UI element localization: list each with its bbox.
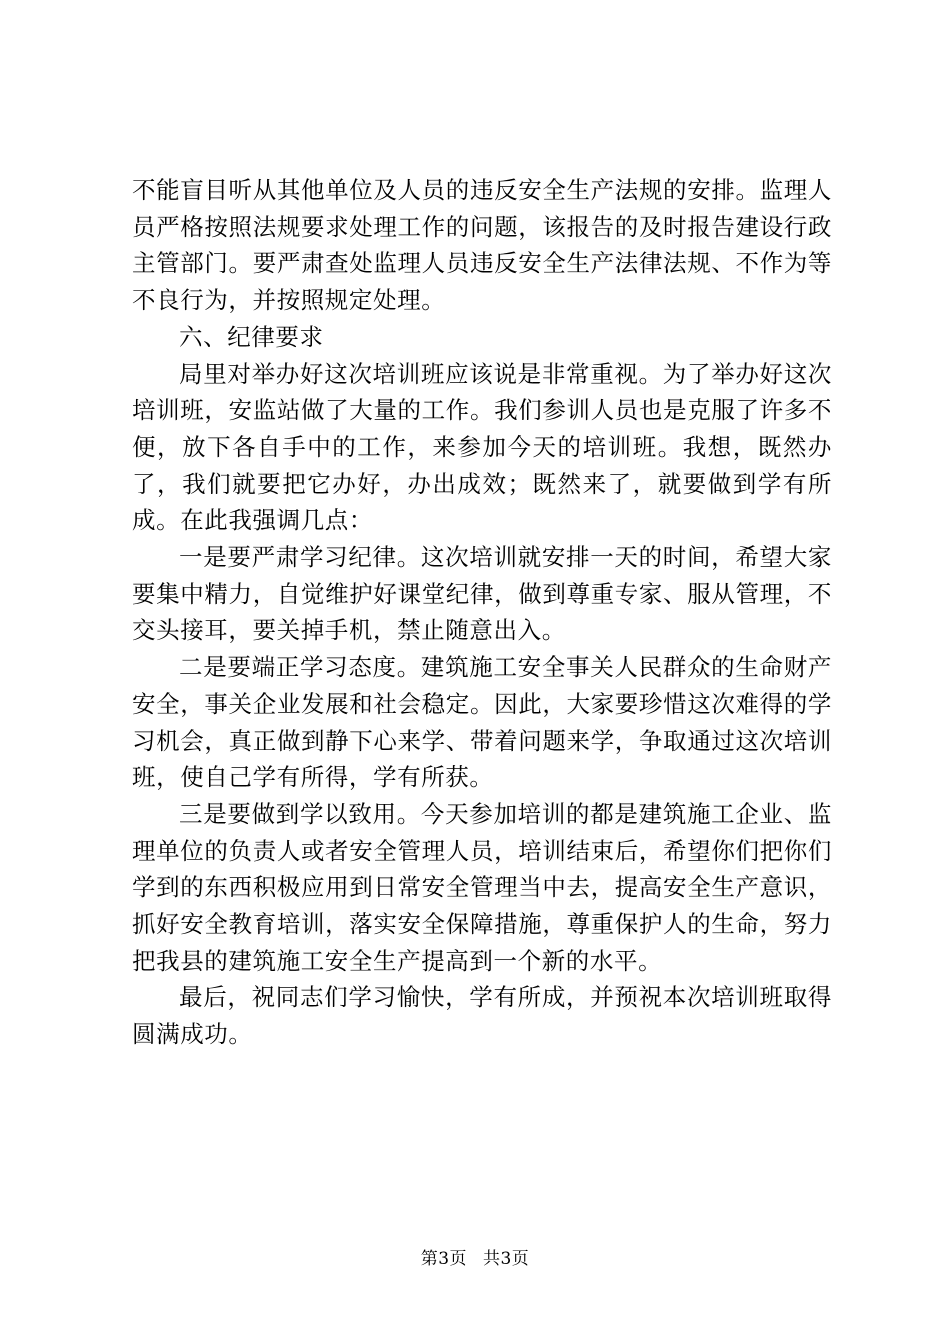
paragraph-point-three: 三是要做到学以致用。今天参加培训的都是建筑施工企业、监理单位的负责人或者安全管理人员，培训结束后，希望你们把你们学到的东西积极应用到日常安全管理当中去，提高安全生产意识，抓好安全教育培训，落实安全保障措施，尊重保护人的生命，努力把我县的建筑施工安全生产提高到一个新的水平。 (132, 799, 832, 975)
document-body (132, 172, 832, 1053)
paragraph-closing: 最后，祝同志们学习愉快，学有所成，并预祝本次培训班取得圆满成功。 (132, 983, 832, 1049)
page-total: 共3页 (482, 1249, 530, 1269)
paragraph-point-one: 一是要严肃学习纪律。这次培训就安排一天的时间，希望大家要集中精力，自觉维护好课堂纪律，做到尊重专家、服从管理，不交头接耳，要关掉手机，禁止随意出入。 (132, 543, 832, 645)
paragraph-intro: 局里对举办好这次培训班应该说是非常重视。为了举办好这次培训班，安监站做了大量的工作。我们参训人员也是克服了许多不便，放下各自手中的工作，来参加今天的培训班。我想，既然办了，我们就要把它办好，办出成效；既然来了，就要做到学有所成。在此我强调几点： (132, 359, 832, 535)
section-heading: 六、纪律要求 (179, 322, 324, 351)
page-footer (0, 1244, 950, 1269)
page-number: 第3页 (420, 1249, 468, 1269)
paragraph-point-two: 二是要端正学习态度。建筑施工安全事关人民群众的生命财产安全，事关企业发展和社会稳定。因此，大家要珍惜这次难得的学习机会，真正做到静下心来学、带着问题来学，争取通过这次培训班，使自己学有所得，学有所获。 (132, 653, 832, 792)
paragraph-continuation: 不能盲目听从其他单位及人员的违反安全生产法规的安排。监理人员严格按照法规要求处理工作的问题，该报告的及时报告建设行政主管部门。要严肃查处监理人员违反安全生产法律法规、不作为等不良行为，并按照规定处理。 (132, 176, 832, 315)
